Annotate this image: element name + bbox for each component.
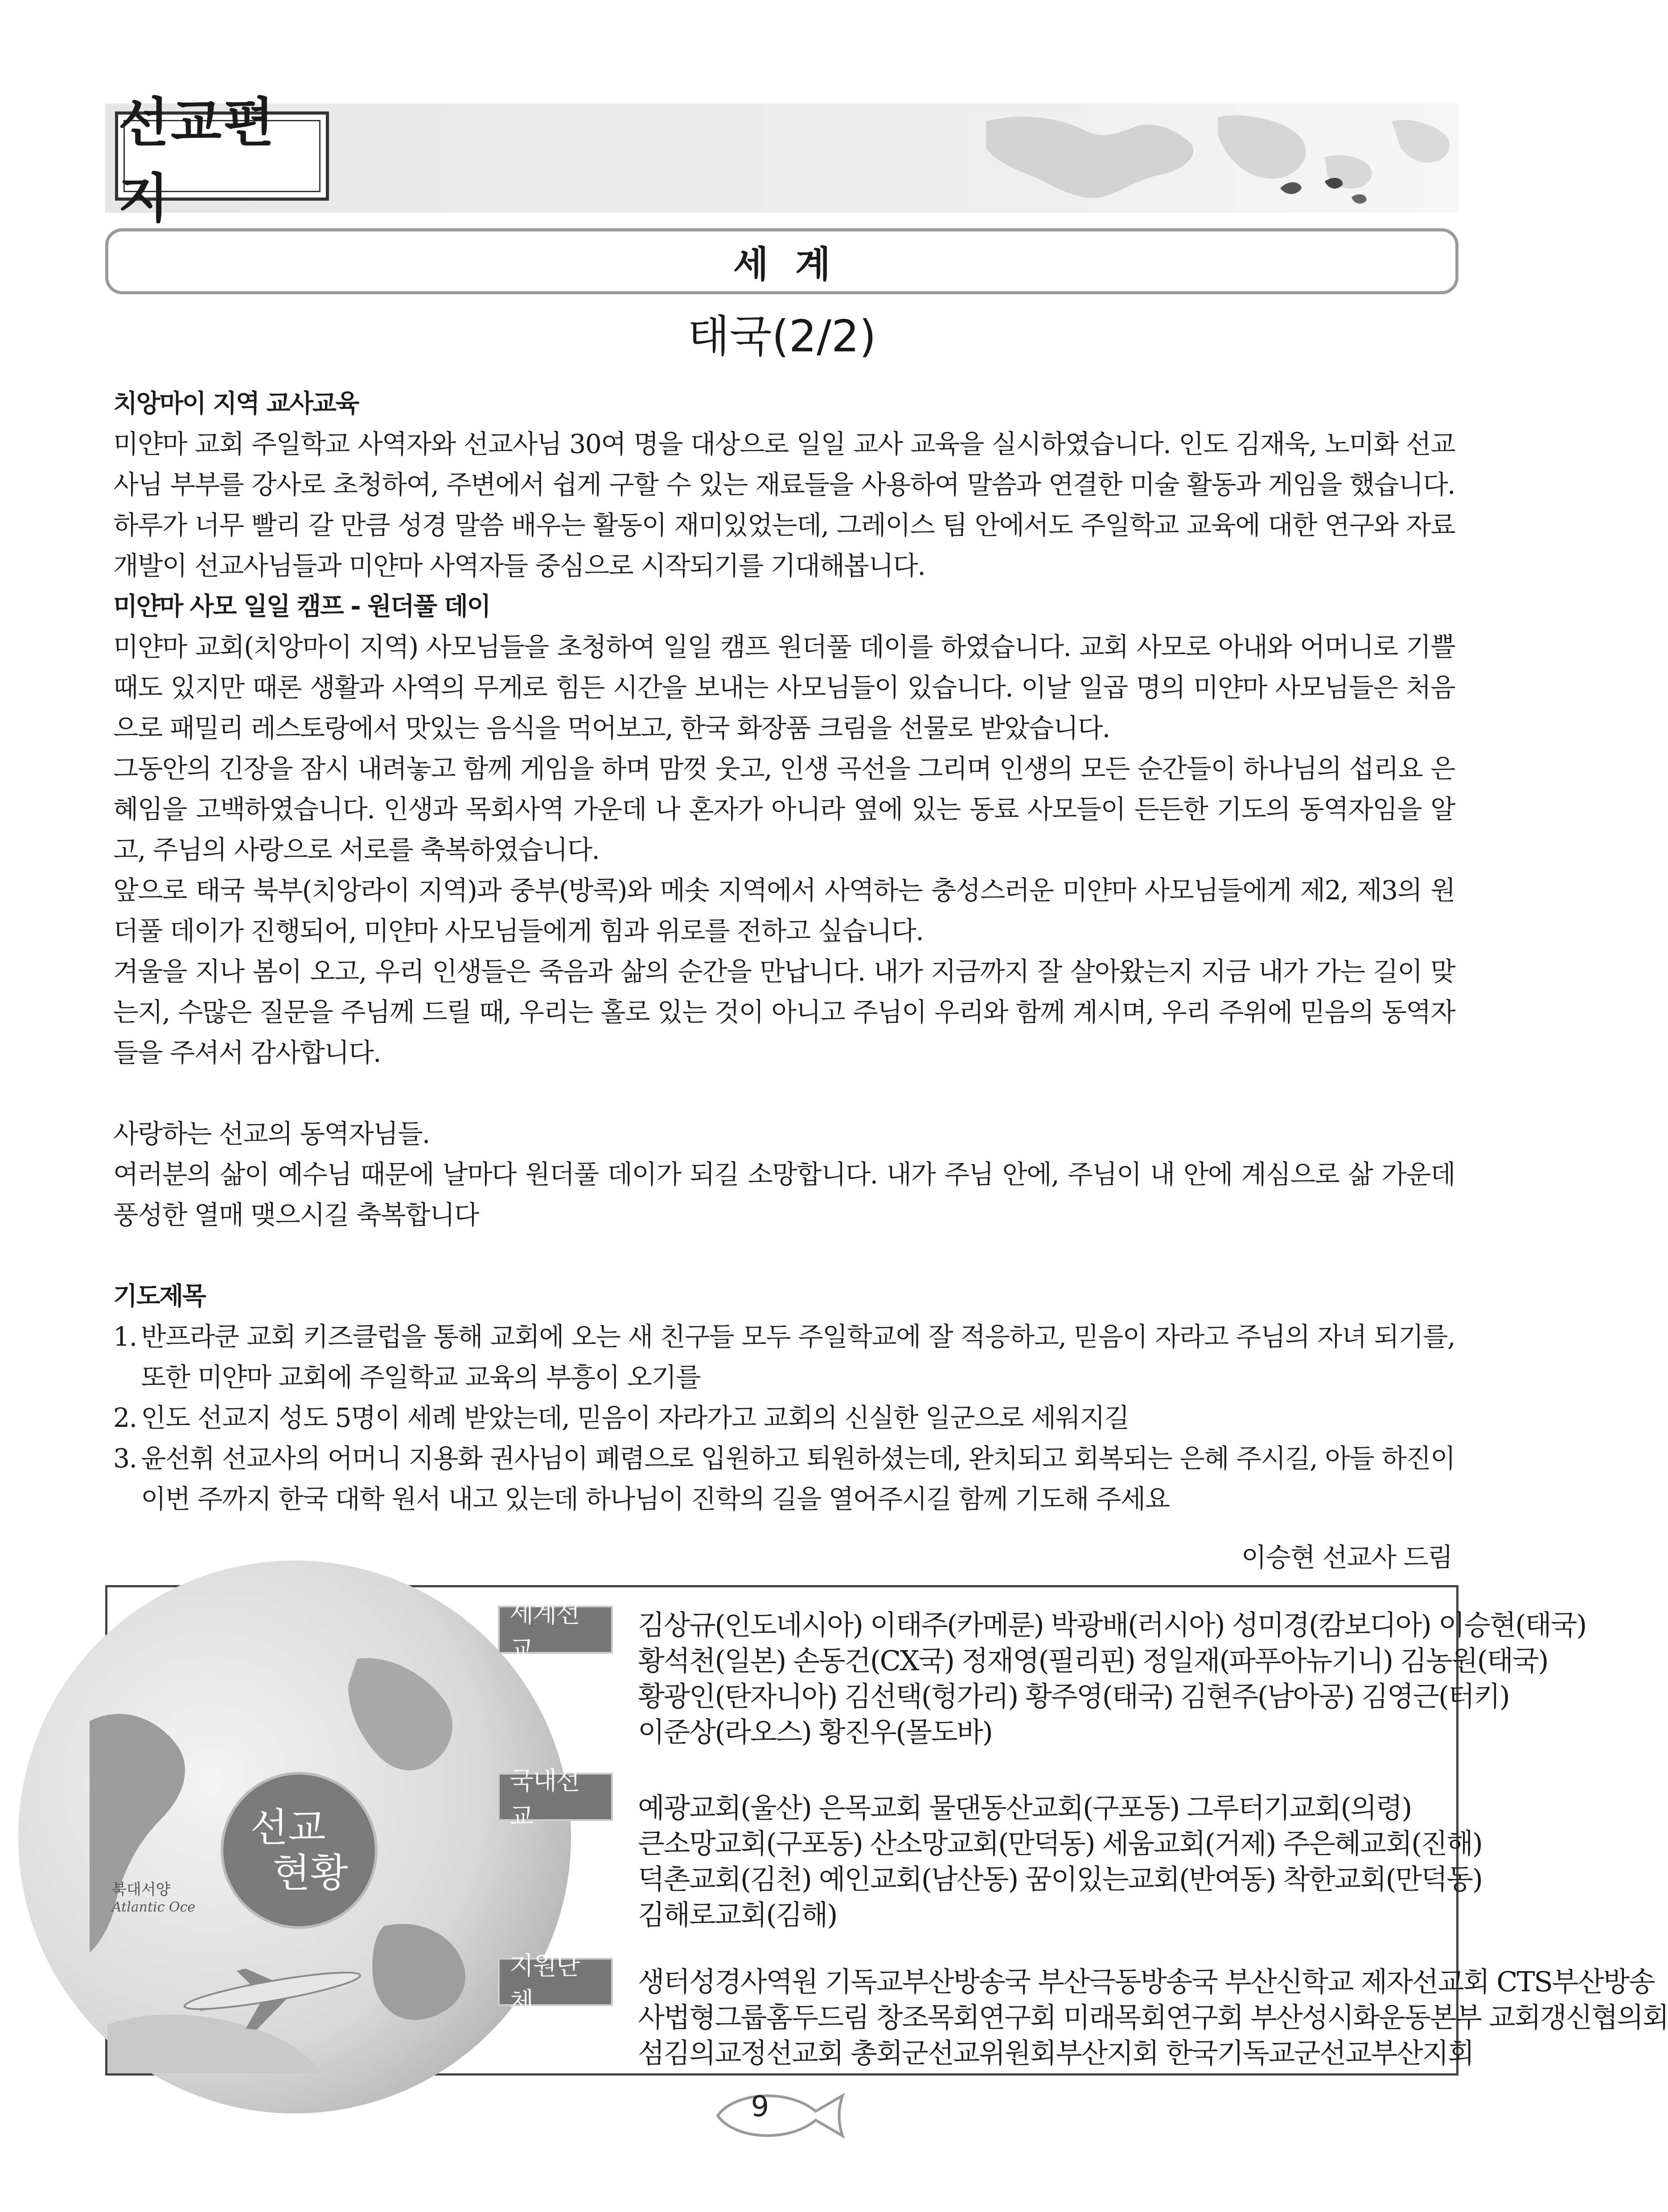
section-title: 선교편지 <box>118 92 276 229</box>
paragraph: 미얀마 교회 주일학교 사역자와 선교사님 30여 명을 대상으로 일일 교사 교육을 실시하였습니다. 인도 김재욱, 노미화 선교사님 부부를 강사로 초청하여, 주변에서 쉽게 구할 수 있는 재료들을 사용하여 말씀과 연결한 미술 활동과 게임을 했습니다. 하루가 너무 빨리 갈 만큼 성경 말씀 배우는 활동이 재미있었는데, 그레이스 팀 안에서도 주일학교 교육에 대한 연구와 자료개발이 선교사님들과 미얀마 사역자들 중심으로 시작되기를 기대해봅니다. <box>113 429 1455 581</box>
list-line: 황석천(일본) 손동건(CX국) 정재영(필리핀) 정일재(파푸아뉴기니) 김농원(태국) <box>638 1644 1548 1677</box>
prayer-item <box>113 1317 1455 1398</box>
category-list-world <box>638 1607 1586 1750</box>
mission-status-box <box>105 1585 1668 2076</box>
prayer-text: 반프라쿤 교회 키즈클럽을 통해 교회에 오는 새 친구들 모두 주일학교에 잘 적응하고, 믿음이 자라고 주님의 자녀 되기를, 또한 미얀마 교회에 주일학교 교육의 부흥이 오기를 <box>141 1322 1455 1392</box>
prayer-item <box>113 1438 1455 1520</box>
map-label: 북대서양 <box>112 1881 171 1899</box>
category-list-support <box>638 1964 1668 2071</box>
country-title: 태국(2/2) <box>687 311 876 362</box>
prayer-item <box>113 1398 1455 1438</box>
list-line: 생터성경사역원 기독교부산방송국 부산극동방송국 부산신학교 제자선교회 CTS부산방송 <box>638 1965 1655 1998</box>
list-line: 섬김의교정선교회 총회군선교위원회부산지회 한국기독교군선교부산지회 <box>638 2037 1474 2069</box>
list-line: 김해로교회(김해) <box>638 1899 837 1931</box>
world-map-decoration <box>968 103 1458 213</box>
category-tag-domestic: 국내선교 <box>500 1775 611 1819</box>
paragraph: 앞으로 태국 북부(치앙라이 지역)과 중부(방콕)와 메솟 지역에서 사역하는 충성스러운 미얀마 사모님들에게 제2, 제3의 원더풀 데이가 진행되어, 미얀마 사모님들에게 힘과 위로를 전하고 싶습니다. <box>113 875 1455 946</box>
prayer-number: 2. <box>113 1403 137 1433</box>
region-title: 세계 <box>733 243 858 286</box>
circle-line-2: 현황 <box>272 1850 349 1896</box>
section-heading: 치앙마이 지역 교사교육 <box>113 389 358 418</box>
page-number <box>709 2087 860 2145</box>
page-number-text: 9 <box>751 2090 769 2123</box>
signature: 이승현 선교사 드림 <box>1241 1542 1452 1573</box>
list-line: 덕촌교회(김천) 예인교회(남산동) 꿈이있는교회(반여동) 착한교회(만덕동) <box>638 1863 1482 1895</box>
paragraph: 미얀마 교회(치앙마이 지역) 사모님들을 초청하여 일일 캠프 원더풀 데이를 하였습니다. 교회 사모로 아내와 어머니로 기쁠 때도 있지만 때론 생활과 사역의 무게로 힘든 시간을 보내는 사모님들이 있습니다. 이날 일곱 명의 미얀마 사모님들은 처음으로 패밀리 레스토랑에서 맛있는 음식을 먹어보고, 한국 화장품 크림을 선물로 받았습니다. <box>113 632 1455 743</box>
list-line: 큰소망교회(구포동) 산소망교회(만덕동) 세움교회(거제) 주은혜교회(진해) <box>638 1827 1482 1860</box>
closing-greeting: 사랑하는 선교의 동역자님들. <box>113 1119 430 1149</box>
prayer-text: 인도 선교지 성도 5명이 세례 받았는데, 믿음이 자라가고 교회의 신실한 일군으로 세워지길 <box>141 1403 1129 1433</box>
prayer-text: 윤선휘 선교사의 어머니 지용화 권사님이 폐렴으로 입원하고 퇴원하셨는데, 완치되고 회복되는 은혜 주시길, 아들 하진이 이번 주까지 한국 대학 원서 내고 있는데 하나님이 진학의 길을 열어주시길 함께 기도해 주세요 <box>141 1443 1455 1514</box>
section-heading: 미얀마 사모 일일 캠프 - 원더풀 데이 <box>113 592 490 621</box>
paragraph: 겨울을 지나 봄이 오고, 우리 인생들은 죽음과 삶의 순간을 만납니다. 내가 지금까지 잘 살아왔는지 지금 내가 가는 길이 맞는지, 수많은 질문을 주님께 드릴 때, 우리는 홀로 있는 것이 아니고 주님이 우리와 함께 계시며, 우리 주위에 믿음의 동역자들을 주셔서 감사합니다. <box>113 956 1455 1068</box>
category-tag-support: 지원단체 <box>500 1960 611 2004</box>
region-banner <box>105 228 1458 294</box>
list-line: 사법형그룹홈두드림 창조목회연구회 미래목회연구회 부산성시화운동본부 교회갱신협의회 <box>638 2001 1668 2034</box>
paragraph: 그동안의 긴장을 잠시 내려놓고 함께 게임을 하며 맘껏 웃고, 인생 곡선을 그리며 인생의 모든 순간들이 하나님의 섭리요 은혜임을 고백하였습니다. 인생과 목회사역 가운데 나 혼자가 아니라 옆에 있는 동료 사모들이 든든한 기도의 동역자임을 알고, 주님의 사랑으로 서로를 축복하였습니다. <box>113 754 1455 865</box>
prayer-number: 3. <box>113 1443 137 1474</box>
prayer-number: 1. <box>113 1322 137 1352</box>
prayer-heading: 기도제목 <box>113 1282 205 1311</box>
category-list-domestic <box>638 1790 1561 1933</box>
category-tag-world: 세계선교 <box>500 1607 611 1652</box>
list-line: 황광인(탄자니아) 김선택(헝가리) 황주영(태국) 김현주(남아공) 김영근(터키) <box>638 1680 1509 1713</box>
closing-blessing: 여러분의 삶이 예수님 때문에 날마다 원더풀 데이가 되길 소망합니다. 내가 주님 안에, 주님이 내 안에 계심으로 삶 가운데 풍성한 열매 맺으시길 축복합니다 <box>113 1159 1455 1230</box>
list-line: 예광교회(울산) 은목교회 물댄동산교회(구포동) 그루터기교회(의령) <box>638 1792 1411 1824</box>
list-line: 이준상(라오스) 황진우(몰도바) <box>638 1716 992 1748</box>
list-line: 김상규(인도네시아) 이태주(카메룬) 박광배(러시아) 성미경(캄보디아) 이승현(태국) <box>638 1609 1586 1641</box>
circle-line-1: 선교 <box>250 1804 326 1850</box>
section-title-box <box>115 92 329 229</box>
map-label: Atlantic Oce <box>112 1899 196 1915</box>
status-circle-badge <box>223 1775 375 1926</box>
article-body <box>113 383 1455 1578</box>
